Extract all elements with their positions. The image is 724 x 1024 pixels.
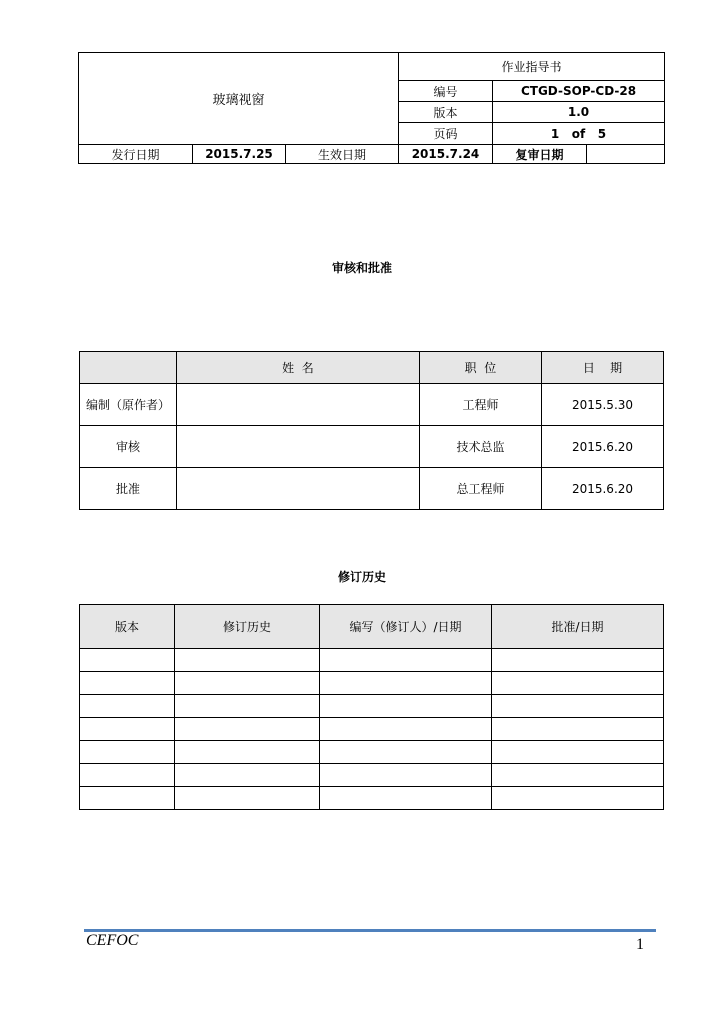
table-cell <box>175 649 320 672</box>
table-cell <box>175 672 320 695</box>
approval-col-position: 职 位 <box>420 352 542 384</box>
approval-name <box>177 468 420 510</box>
page-value: 1 of 5 <box>493 123 665 145</box>
table-row <box>80 384 664 426</box>
approval-role: 编制（原作者） <box>80 384 177 426</box>
document-header-table <box>78 52 665 164</box>
table-cell <box>320 764 492 787</box>
approval-table-header <box>80 352 664 384</box>
table-cell <box>175 787 320 810</box>
table-row <box>80 718 664 741</box>
version-label: 版本 <box>399 102 493 123</box>
approval-date: 2015.6.20 <box>542 426 664 468</box>
number-value: CTGD-SOP-CD-28 <box>493 81 665 102</box>
approval-section-title: 审核和批准 <box>331 261 392 275</box>
review-date-value <box>587 145 665 164</box>
issue-date-label: 发行日期 <box>79 145 193 164</box>
table-cell <box>320 672 492 695</box>
table-cell <box>175 764 320 787</box>
effective-date-label: 生效日期 <box>286 145 399 164</box>
table-cell <box>492 787 664 810</box>
table-cell <box>492 695 664 718</box>
review-date-label: 复审日期 <box>493 145 587 164</box>
approval-role: 审核 <box>80 426 177 468</box>
approval-role: 批准 <box>80 468 177 510</box>
revision-section-title: 修订历史 <box>337 570 386 584</box>
table-cell <box>80 695 175 718</box>
document-type: 作业指导书 <box>399 53 665 81</box>
table-row <box>80 741 664 764</box>
table-cell <box>320 787 492 810</box>
issue-date-value: 2015.7.25 <box>193 145 286 164</box>
table-cell <box>320 695 492 718</box>
approval-date: 2015.6.20 <box>542 468 664 510</box>
table-cell <box>320 718 492 741</box>
approval-col-name: 姓 名 <box>177 352 420 384</box>
table-row <box>80 468 664 510</box>
approval-table <box>79 351 664 510</box>
approval-name <box>177 426 420 468</box>
document-title: 玻璃视窗 <box>79 53 399 145</box>
version-value: 1.0 <box>493 102 665 123</box>
table-cell <box>492 718 664 741</box>
table-cell <box>492 741 664 764</box>
approval-col-role <box>80 352 177 384</box>
page-label: 页码 <box>399 123 493 145</box>
table-cell <box>80 787 175 810</box>
effective-date-value: 2015.7.24 <box>399 145 493 164</box>
approval-position: 技术总监 <box>420 426 542 468</box>
table-cell <box>80 718 175 741</box>
revision-col-author: 编写（修订人）/日期 <box>320 605 492 649</box>
table-cell <box>492 672 664 695</box>
table-cell <box>320 649 492 672</box>
footer-brand: CEFOC <box>86 932 139 949</box>
table-row <box>80 695 664 718</box>
approval-date: 2015.5.30 <box>542 384 664 426</box>
table-cell <box>175 741 320 764</box>
approval-name <box>177 384 420 426</box>
revision-col-history: 修订历史 <box>175 605 320 649</box>
revision-col-approval: 批准/日期 <box>492 605 664 649</box>
revision-col-version: 版本 <box>80 605 175 649</box>
table-cell <box>175 695 320 718</box>
revision-table <box>79 604 664 810</box>
approval-col-date: 日 期 <box>542 352 664 384</box>
table-row <box>80 672 664 695</box>
table-cell <box>80 764 175 787</box>
table-cell <box>80 741 175 764</box>
table-cell <box>175 718 320 741</box>
footer-page-number: 1 <box>636 936 644 953</box>
table-cell <box>492 649 664 672</box>
table-cell <box>492 764 664 787</box>
approval-position: 工程师 <box>420 384 542 426</box>
number-label: 编号 <box>399 81 493 102</box>
footer-divider <box>84 929 656 932</box>
table-cell <box>80 649 175 672</box>
table-row <box>80 764 664 787</box>
table-row <box>80 426 664 468</box>
revision-table-header <box>80 605 664 649</box>
table-cell <box>80 672 175 695</box>
approval-position: 总工程师 <box>420 468 542 510</box>
table-row <box>80 649 664 672</box>
table-cell <box>320 741 492 764</box>
table-row <box>80 787 664 810</box>
